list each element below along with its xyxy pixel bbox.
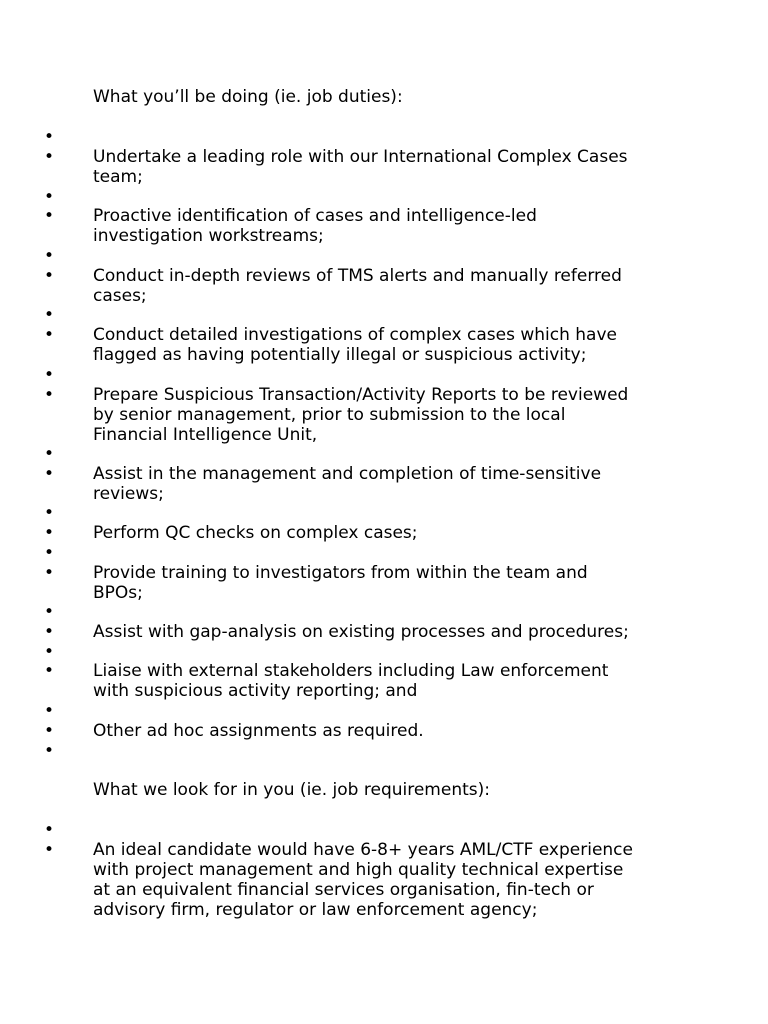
text-line: BPOs; <box>93 583 143 603</box>
text-line: Proactive identification of cases and intelligence-led <box>93 206 537 226</box>
duty-text <box>93 563 683 603</box>
bullet-icon: • <box>44 305 55 325</box>
duty-text <box>93 523 683 543</box>
duty-text <box>93 206 683 246</box>
bullet-icon: • <box>44 266 55 286</box>
bullet-icon: • <box>44 701 55 721</box>
bullet-icon: • <box>44 543 55 563</box>
duty-text <box>93 266 683 306</box>
text-line: with suspicious activity reporting; and <box>93 681 418 701</box>
duty-text <box>93 464 683 504</box>
duty-text <box>93 147 683 187</box>
text-line: with project management and high quality technical expertise <box>93 860 624 880</box>
text-line: Conduct in-depth reviews of TMS alerts and manually referred <box>93 266 622 286</box>
requirements-heading: What we look for in you (ie. job requirements): <box>93 780 490 800</box>
bullet-icon: • <box>44 127 55 147</box>
bullet-icon: • <box>44 661 55 681</box>
bullet-icon: • <box>44 563 55 583</box>
duties-heading: What you’ll be doing (ie. job duties): <box>93 87 403 107</box>
duty-text <box>93 721 683 741</box>
text-line: Assist in the management and completion of time-sensitive <box>93 464 602 484</box>
bullet-icon: • <box>44 464 55 484</box>
text-line: Financial Intelligence Unit, <box>93 425 318 445</box>
bullet-icon: • <box>44 187 55 207</box>
text-line: Perform QC checks on complex cases; <box>93 523 418 543</box>
bullet-icon: • <box>44 385 55 405</box>
bullet-icon: • <box>44 206 55 226</box>
bullet-icon: • <box>44 721 55 741</box>
duty-text <box>93 661 683 701</box>
bullet-icon: • <box>44 622 55 642</box>
text-line: flagged as having potentially illegal or suspicious activity; <box>93 345 587 365</box>
duty-text <box>93 385 683 445</box>
bullet-icon: • <box>44 246 55 266</box>
bullet-icon: • <box>44 325 55 345</box>
text-line: Liaise with external stakeholders including Law enforcement <box>93 661 609 681</box>
bullet-icon: • <box>44 820 55 840</box>
text-line: Other ad hoc assignments as required. <box>93 721 424 741</box>
text-line: Provide training to investigators from within the team and <box>93 563 588 583</box>
text-line: at an equivalent financial services organisation, fin-tech or <box>93 880 594 900</box>
requirement-text <box>93 840 683 920</box>
text-line: advisory firm, regulator or law enforcement agency; <box>93 900 538 920</box>
duty-text <box>93 325 683 365</box>
bullet-icon: • <box>44 602 55 622</box>
bullet-icon: • <box>44 642 55 662</box>
duty-text <box>93 622 683 642</box>
bullet-icon: • <box>44 741 55 761</box>
text-line: Prepare Suspicious Transaction/Activity Reports to be reviewed <box>93 385 629 405</box>
text-line: reviews; <box>93 484 164 504</box>
bullet-icon: • <box>44 840 55 860</box>
bullet-icon: • <box>44 523 55 543</box>
bullet-icon: • <box>44 365 55 385</box>
bullet-icon: • <box>44 147 55 167</box>
bullet-icon: • <box>44 444 55 464</box>
text-line: Conduct detailed investigations of complex cases which have <box>93 325 617 345</box>
text-line: cases; <box>93 286 147 306</box>
text-line: investigation workstreams; <box>93 226 324 246</box>
text-line: An ideal candidate would have 6-8+ years AML/CTF experience <box>93 840 633 860</box>
text-line: team; <box>93 167 143 187</box>
text-line: Undertake a leading role with our International Complex Cases <box>93 147 628 167</box>
text-line: by senior management, prior to submission to the local <box>93 405 566 425</box>
text-line: Assist with gap-analysis on existing processes and procedures; <box>93 622 629 642</box>
bullet-icon: • <box>44 503 55 523</box>
